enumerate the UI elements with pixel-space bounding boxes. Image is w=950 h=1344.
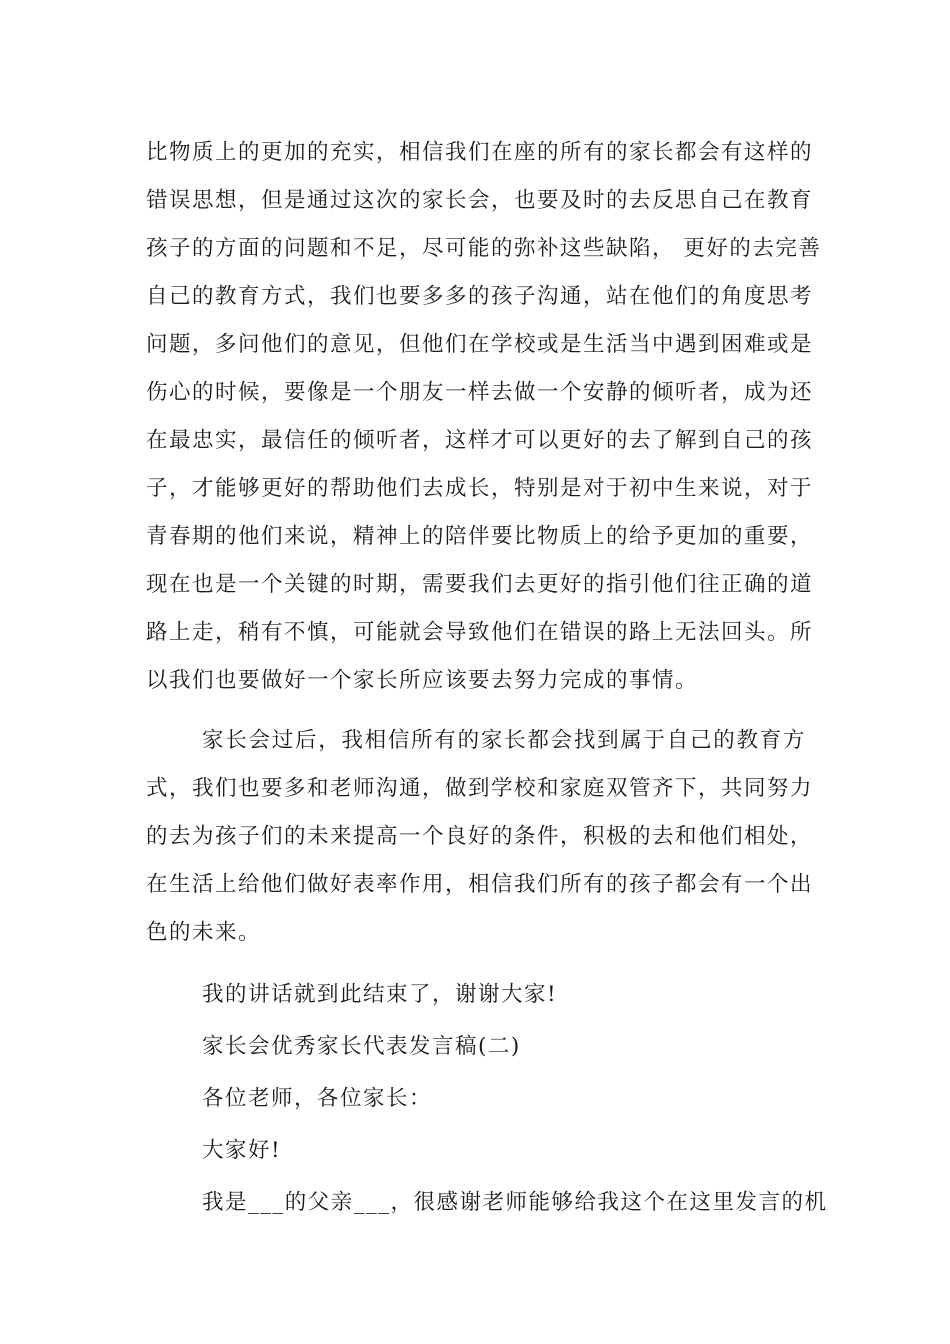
paragraph-1-line-1: 比物质上的更加的充实，相信我们在座的所有的家长都会有这样的	[146, 140, 814, 165]
closing-remark: 我的讲话就到此结束了，谢谢大家!	[202, 982, 558, 1007]
greeting-line: 各位老师，各位家长：	[202, 1086, 433, 1111]
paragraph-1-line-9: 青春期的他们来说，精神上的陪伴要比物质上的给予更加的重要，	[146, 524, 814, 549]
paragraph-2-line-2: 式，我们也要多和老师沟通，做到学校和家庭双管齐下，共同努力	[146, 776, 814, 801]
speech-title-2: 家长会优秀家长代表发言稿(二)	[202, 1034, 521, 1059]
hello-line: 大家好!	[202, 1138, 282, 1163]
paragraph-1-line-4: 自己的教育方式，我们也要多多的孩子沟通，站在他们的角度思考	[146, 284, 814, 309]
paragraph-1-line-10: 现在也是一个关键的时期，需要我们去更好的指引他们往正确的道	[146, 572, 814, 597]
paragraph-1-line-11: 路上走，稍有不慎，可能就会导致他们在错误的路上无法回头。所	[146, 620, 814, 645]
paragraph-1-line-6: 伤心的时候，要像是一个朋友一样去做一个安静的倾听者，成为还	[146, 380, 814, 405]
paragraph-1-line-2: 错误思想，但是通过这次的家长会，也要及时的去反思自己在教育	[146, 188, 814, 213]
paragraph-1-line-8: 子，才能够更好的帮助他们去成长，特别是对于初中生来说，对于	[146, 476, 814, 501]
paragraph-1-line-5: 问题，多问他们的意见，但他们在学校或是生活当中遇到困难或是	[146, 332, 814, 357]
paragraph-2-line-5: 色的未来。	[146, 920, 262, 945]
paragraph-1-line-12: 以我们也要做好一个家长所应该要去努力完成的事情。	[146, 668, 699, 693]
paragraph-2-line-1: 家长会过后，我相信所有的家长都会找到属于自己的教育方	[202, 728, 806, 753]
paragraph-2-line-3: 的去为孩子们的未来提高一个良好的条件，积极的去和他们相处，	[146, 824, 814, 849]
paragraph-1-line-3: 孩子的方面的问题和不足，尽可能的弥补这些缺陷， 更好的去完善	[146, 236, 822, 261]
paragraph-2-line-4: 在生活上给他们做好表率作用，相信我们所有的孩子都会有一个出	[146, 872, 814, 897]
paragraph-1-line-7: 在最忠实，最信任的倾听者，这样才可以更好的去了解到自己的孩	[146, 428, 814, 453]
intro-line: 我是___的父亲___，很感谢老师能够给我这个在这里发言的机	[202, 1190, 828, 1215]
